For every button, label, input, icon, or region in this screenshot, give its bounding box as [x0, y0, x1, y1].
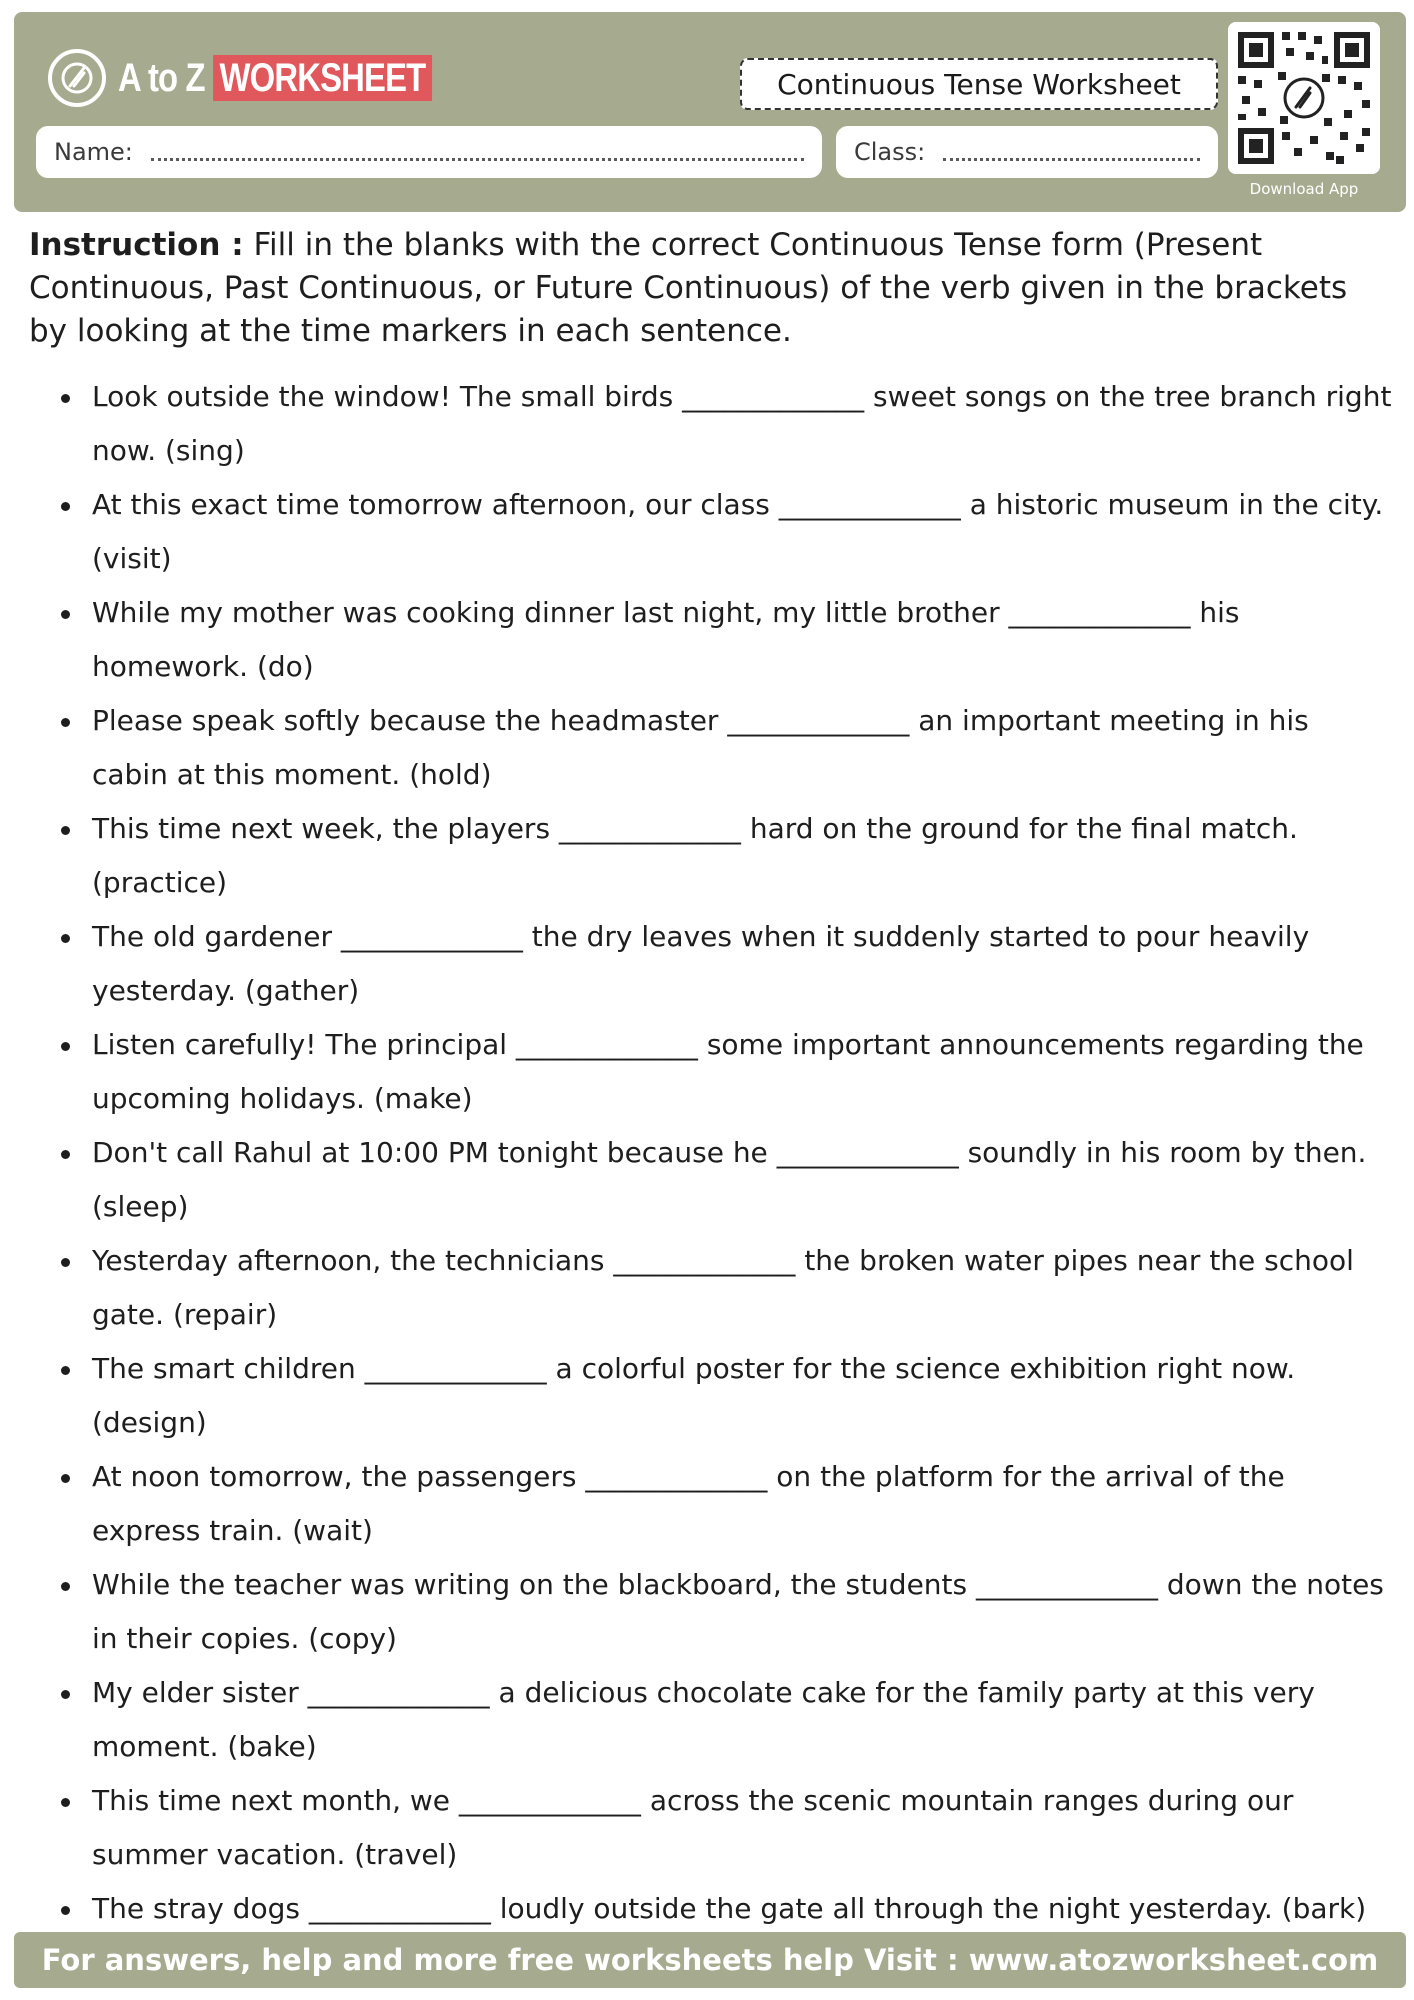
question-text: My elder sister _____________ a delicious chocolate cake for the family party at this very moment. (bake)	[92, 1676, 1315, 1763]
footer-banner	[14, 1932, 1406, 1988]
logo-wordmark	[118, 55, 432, 101]
header-banner	[14, 12, 1406, 212]
site-logo[interactable]	[48, 46, 501, 110]
name-label: Name:	[54, 138, 133, 166]
question-text: While the teacher was writing on the blackboard, the students _____________ down the notes in their copies. (copy)	[92, 1568, 1384, 1655]
question-item	[92, 1882, 1392, 1936]
logo-text: A to Z	[118, 56, 205, 100]
bullet	[61, 1906, 70, 1915]
question-text: Please speak softly because the headmaster _____________ an important meeting in his cabin at this moment. (hold)	[92, 704, 1309, 791]
bullet	[61, 826, 70, 835]
question-item	[92, 802, 1392, 910]
instruction-block	[29, 224, 1389, 353]
bullet	[61, 610, 70, 619]
question-text: While my mother was cooking dinner last night, my little brother _____________ his homework. (do)	[92, 596, 1240, 683]
instruction-label: Instruction :	[29, 227, 244, 263]
bullet	[61, 502, 70, 511]
question-item	[92, 910, 1392, 1018]
bullet	[61, 1474, 70, 1483]
qr-code-icon	[1228, 22, 1380, 174]
question-text: Don't call Rahul at 10:00 PM tonight because he _____________ soundly in his room by then. (sleep)	[92, 1136, 1367, 1223]
question-text: Look outside the window! The small birds _____________ sweet songs on the tree branch right now. (sing)	[92, 380, 1392, 467]
question-item	[92, 1774, 1392, 1882]
logo-icon	[48, 49, 106, 107]
question-list	[92, 370, 1392, 1936]
question-item	[92, 1126, 1392, 1234]
question-text: At noon tomorrow, the passengers _____________ on the platform for the arrival of the express train. (wait)	[92, 1460, 1285, 1547]
question-text: The old gardener _____________ the dry leaves when it suddenly started to pour heavily yesterday. (gather)	[92, 920, 1310, 1007]
question-item	[92, 694, 1392, 802]
class-label: Class:	[854, 138, 926, 166]
bullet	[61, 934, 70, 943]
class-field[interactable]	[836, 126, 1218, 178]
question-text: Listen carefully! The principal _____________ some important announcements regarding the upcoming holidays. (make)	[92, 1028, 1364, 1115]
bullet	[61, 1690, 70, 1699]
instruction-text: Fill in the blanks with the correct Continuous Tense form (Present Continuous, Past Continuous, or Future Continuous) of the verb given in the brackets by looking at the time markers in each sentence.	[29, 227, 1348, 349]
question-text: This time next month, we _____________ across the scenic mountain ranges during our summer vacation. (travel)	[92, 1784, 1294, 1871]
question-text: At this exact time tomorrow afternoon, our class _____________ a historic museum in the city. (visit)	[92, 488, 1384, 575]
question-item	[92, 1234, 1392, 1342]
bullet	[61, 1150, 70, 1159]
bullet	[61, 1042, 70, 1051]
question-text: This time next week, the players _____________ hard on the ground for the final match. (practice)	[92, 812, 1298, 899]
download-app-caption: Download App	[1249, 180, 1359, 198]
question-item	[92, 1558, 1392, 1666]
logo-badge: WORKSHEET	[213, 55, 432, 101]
question-text: Yesterday afternoon, the technicians _____________ the broken water pipes near the school gate. (repair)	[92, 1244, 1354, 1331]
question-item	[92, 370, 1392, 478]
name-dotted-line	[151, 158, 804, 161]
class-dotted-line	[943, 158, 1200, 161]
question-text: The stray dogs _____________ loudly outside the gate all through the night yesterday. (bark)	[92, 1892, 1367, 1925]
bullet	[61, 1366, 70, 1375]
bullet	[61, 718, 70, 727]
qr-code[interactable]	[1228, 22, 1380, 174]
question-item	[92, 586, 1392, 694]
bullet	[61, 1582, 70, 1591]
question-text: The smart children _____________ a colorful poster for the science exhibition right now. (design)	[92, 1352, 1296, 1439]
name-field[interactable]	[36, 126, 822, 178]
question-item	[92, 1666, 1392, 1774]
bullet	[61, 394, 70, 403]
worksheet-title: Continuous Tense Worksheet	[740, 58, 1218, 110]
footer-text[interactable]: For answers, help and more free worksheets help Visit : www.atozworksheet.com	[41, 1943, 1379, 1977]
bullet	[61, 1258, 70, 1267]
question-item	[92, 1342, 1392, 1450]
question-item	[92, 478, 1392, 586]
question-item	[92, 1018, 1392, 1126]
bullet	[61, 1798, 70, 1807]
question-item	[92, 1450, 1392, 1558]
